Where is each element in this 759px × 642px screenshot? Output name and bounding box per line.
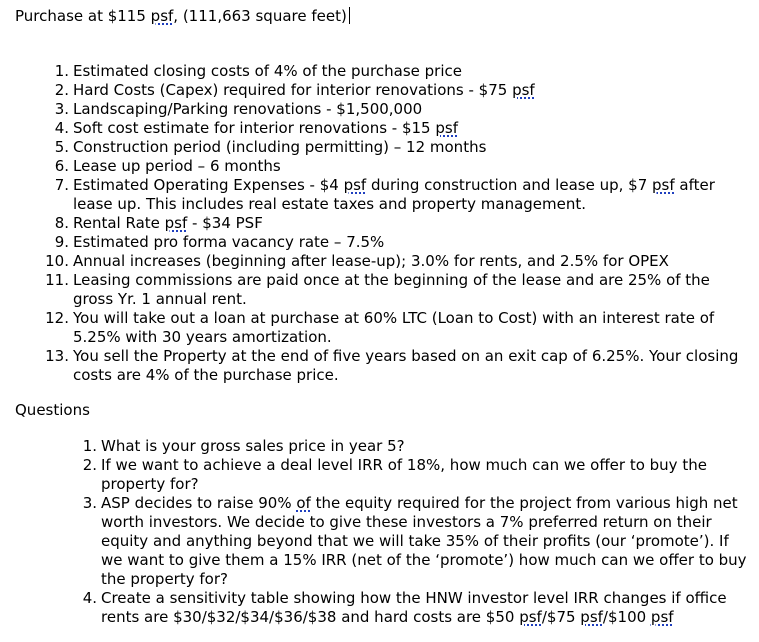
item-text: You sell the Property at the end of five years based on an exit cap of 6.25%. Your closing costs are 4% of the purchase price. — [73, 347, 739, 384]
text-cursor — [349, 7, 350, 24]
list-item — [73, 437, 749, 456]
list-item — [73, 456, 749, 494]
item-text: Estimated Operating Expenses - $4 psf during construction and lease up, $7 psf after lease up. This includes real estate taxes and property management. — [73, 176, 715, 213]
item-number: 5. — [54, 138, 69, 156]
item-text: Construction period (including permitting) – 12 months — [73, 138, 487, 156]
item-text: Estimated closing costs of 4% of the purchase price — [73, 62, 462, 80]
list-item — [45, 252, 745, 271]
list-item — [45, 176, 745, 214]
list-item — [45, 233, 745, 252]
item-text: Soft cost estimate for interior renovations - $15 psf — [73, 119, 458, 137]
list-item — [45, 214, 745, 233]
item-number: 2. — [54, 81, 69, 99]
item-text: Hard Costs (Capex) required for interior renovations - $75 psf — [73, 81, 535, 99]
title-text: Purchase at $115 psf, (111,663 square feet) — [15, 7, 347, 25]
list-item — [45, 100, 745, 119]
item-text: If we want to achieve a deal level IRR of 18%, how much can we offer to buy the property for? — [101, 456, 707, 493]
item-text: Landscaping/Parking renovations - $1,500,000 — [73, 100, 423, 118]
item-number: 2. — [82, 456, 97, 474]
item-text: ASP decides to raise 90% of the equity required for the project from various high net worth investors. We decide to give these investors a 7% preferred return on their equity and anything beyond that we will take 35% of their profits (our ‘promote’). If we want to give them a 15% IRR (net of the ‘promote’) how much can we offer to buy the property for? — [101, 494, 747, 588]
item-number: 1. — [82, 437, 97, 455]
item-text: Leasing commissions are paid once at the beginning of the lease and are 25% of the gross Yr. 1 annual rent. — [73, 271, 710, 308]
list-item — [45, 309, 745, 347]
list-item — [45, 81, 745, 100]
questions-heading: Questions — [15, 401, 90, 419]
questions-list — [73, 437, 749, 627]
item-text: You will take out a loan at purchase at 60% LTC (Loan to Cost) with an interest rate of 5.25% with 30 years amortization. — [73, 309, 715, 346]
list-item — [45, 271, 745, 309]
list-item — [45, 138, 745, 157]
list-item — [73, 589, 749, 627]
list-item — [45, 347, 745, 385]
item-number: 7. — [54, 176, 69, 194]
item-text: Annual increases (beginning after lease-up); 3.0% for rents, and 2.5% for OPEX — [73, 252, 669, 270]
list-item — [45, 157, 745, 176]
item-number: 9. — [54, 233, 69, 251]
list-item — [45, 62, 745, 81]
item-text: Rental Rate psf - $34 PSF — [73, 214, 263, 232]
item-number: 3. — [82, 494, 97, 512]
item-text: What is your gross sales price in year 5? — [101, 437, 405, 455]
item-text: Create a sensitivity table showing how the HNW investor level IRR changes if office rents are $30/$32/$34/$36/$38 and hard costs are $50 psf/$75 psf/$100 psf — [101, 589, 727, 626]
item-number: 4. — [54, 119, 69, 137]
item-text: Estimated pro forma vacancy rate – 7.5% — [73, 233, 385, 251]
item-number: 1. — [54, 62, 69, 80]
item-number: 4. — [82, 589, 97, 607]
assumptions-list — [45, 62, 745, 385]
item-number: 12. — [45, 309, 69, 327]
item-number: 10. — [45, 252, 69, 270]
item-text: Lease up period – 6 months — [73, 157, 281, 175]
item-number: 13. — [45, 347, 69, 365]
item-number: 6. — [54, 157, 69, 175]
item-number: 11. — [45, 271, 69, 289]
item-number: 8. — [54, 214, 69, 232]
item-number: 3. — [54, 100, 69, 118]
list-item — [73, 494, 749, 589]
list-item — [45, 119, 745, 138]
document-title[interactable] — [15, 6, 350, 26]
